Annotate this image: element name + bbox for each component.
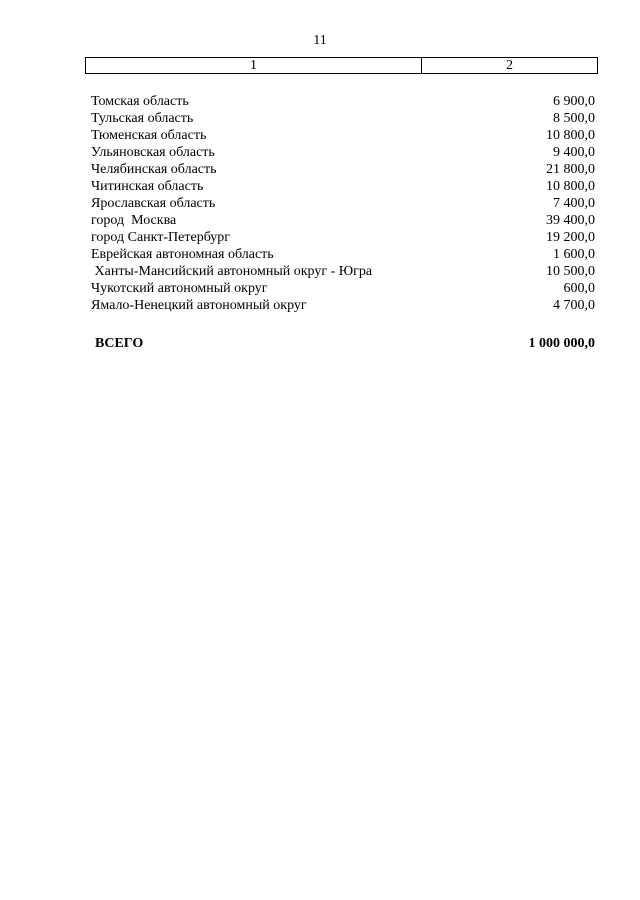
- total-value: 1 000 000,0: [528, 336, 595, 351]
- region-value: 10 800,0: [546, 128, 595, 143]
- table-row: [91, 263, 595, 280]
- table-row: [91, 212, 595, 229]
- region-value: 8 500,0: [553, 111, 595, 126]
- table-header: [85, 57, 598, 74]
- region-name: Тюменская область: [91, 128, 207, 143]
- region-name: Чукотский автономный округ: [91, 281, 268, 296]
- region-name: Тульская область: [91, 111, 194, 126]
- table-row: [91, 297, 595, 314]
- region-value: 600,0: [563, 281, 595, 296]
- region-value: 19 200,0: [546, 230, 595, 245]
- allocation-table: [91, 93, 595, 314]
- region-name: Ульяновская область: [91, 145, 215, 160]
- table-row: [91, 280, 595, 297]
- region-name: Томская область: [91, 94, 189, 109]
- region-value: 39 400,0: [546, 213, 595, 228]
- region-name: город Санкт-Петербург: [91, 230, 231, 245]
- region-name: город Москва: [91, 213, 177, 228]
- total-row: [95, 335, 595, 352]
- table-row: [91, 178, 595, 195]
- table-row: [91, 229, 595, 246]
- region-value: 9 400,0: [553, 145, 595, 160]
- region-value: 10 500,0: [546, 264, 595, 279]
- region-value: 7 400,0: [553, 196, 595, 211]
- region-value: 10 800,0: [546, 179, 595, 194]
- column-header-1: 1: [86, 58, 422, 73]
- table-row: [91, 161, 595, 178]
- region-value: 6 900,0: [553, 94, 595, 109]
- region-value: 21 800,0: [546, 162, 595, 177]
- column-header-2: 2: [506, 58, 513, 73]
- table-row: [91, 93, 595, 110]
- table-row: [91, 195, 595, 212]
- table-row: [91, 144, 595, 161]
- region-name: Ярославская область: [91, 196, 216, 211]
- region-name: Ханты-Мансийский автономный округ - Югра: [91, 264, 373, 279]
- region-name: Еврейская автономная область: [91, 247, 274, 262]
- region-value: 4 700,0: [553, 298, 595, 313]
- table-row: [91, 246, 595, 263]
- page-number: 11: [313, 33, 327, 48]
- region-value: 1 600,0: [553, 247, 595, 262]
- table-row: [91, 127, 595, 144]
- table-row: [91, 110, 595, 127]
- region-name: Челябинская область: [91, 162, 217, 177]
- region-name: Читинская область: [91, 179, 204, 194]
- total-label: ВСЕГО: [95, 336, 144, 351]
- region-name: Ямало-Ненецкий автономный округ: [91, 298, 307, 313]
